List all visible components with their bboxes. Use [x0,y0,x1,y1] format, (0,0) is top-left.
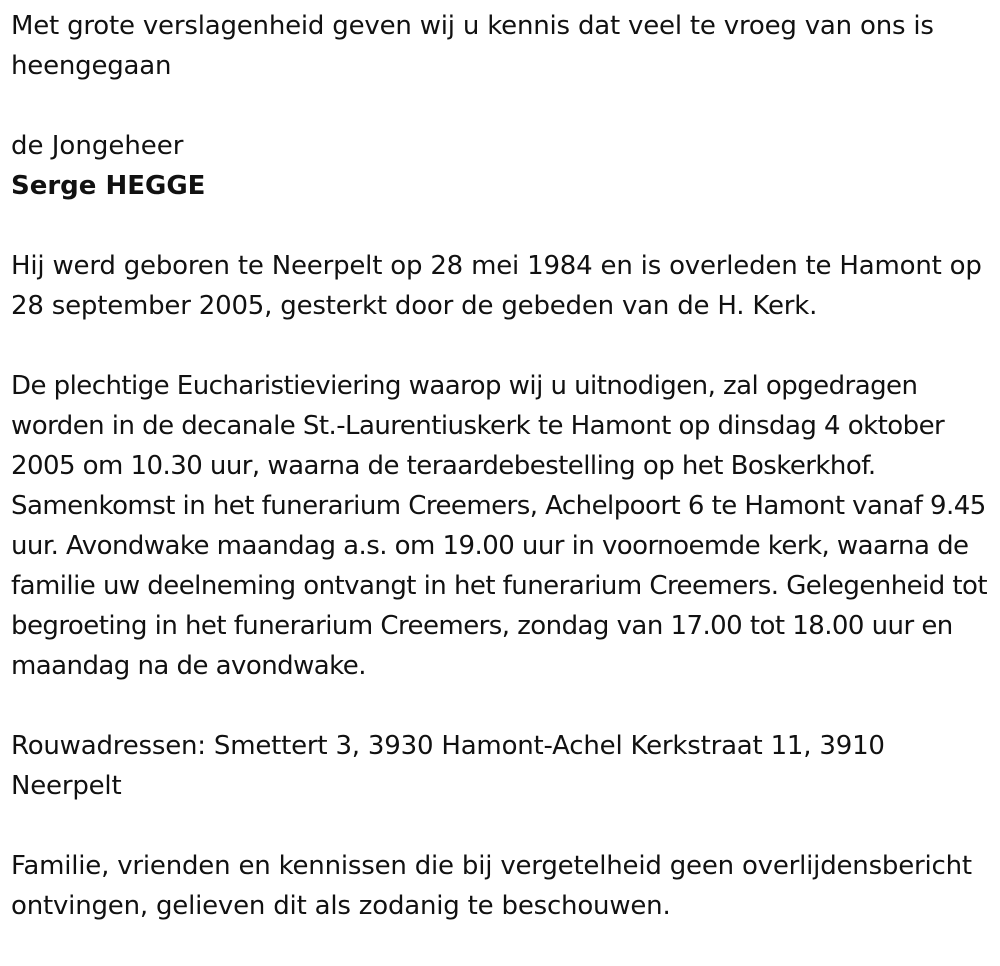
deceased-name: Serge HEGGE [11,171,206,201]
birth-death-paragraph: Hij werd geboren te Neerpelt op 28 mei 1984 en is overleden te Hamont op 28 september 2005, gesterkt door de gebeden van de H. Kerk. [11,251,982,321]
addresses-paragraph: Rouwadressen: Smettert 3, 3930 Hamont-Achel Kerkstraat 11, 3910 Neerpelt [11,731,885,801]
obituary-document [11,6,996,966]
intro-paragraph: Met grote verslagenheid geven wij u kennis dat veel te vroeg van ons is heengegaan [11,11,934,81]
closing-paragraph: Familie, vrienden en kennissen die bij vergetelheid geen overlijdensbericht ontvingen, gelieven dit als zodanig te beschouwen. [11,851,972,921]
ceremony-paragraph: De plechtige Eucharistieviering waarop wij u uitnodigen, zal opgedragen worden in de decanale St.-Laurentiuskerk te Hamont op dinsdag 4 oktober 2005 om 10.30 uur, waarna de teraardebestelling op het Boskerkhof. Samenkomst in het funerarium Creemers, Achelpoort 6 te Hamont vanaf 9.45 uur. Avondwake maandag a.s. om 19.00 uur in voornoemde kerk, waarna de familie uw deelneming ontvangt in het funerarium Creemers. Gelegenheid tot begroeting in het funerarium Creemers, zondag van 17.00 tot 18.00 uur en maandag na de avondwake. [11,371,988,681]
honorific-title: de Jongeheer [11,131,184,161]
